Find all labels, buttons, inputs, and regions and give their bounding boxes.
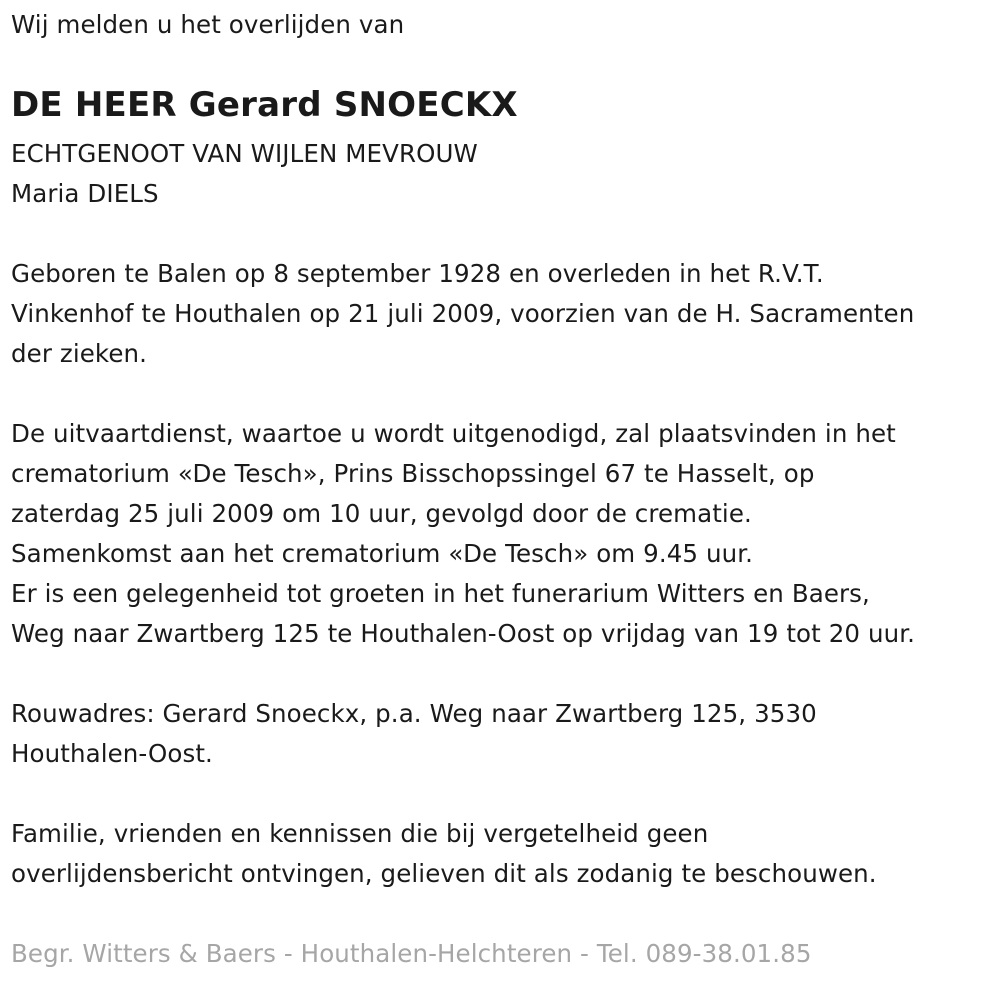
family-line-2: overlijdensbericht ontvingen, gelieven dit als zodanig te beschouwen.	[11, 859, 877, 888]
funeral-home-footer: Begr. Witters & Baers - Houthalen-Helchteren - Tel. 089-38.01.85	[11, 939, 812, 968]
service-line-4: Samenkomst aan het crematorium «De Tesch» om 9.45 uur.	[11, 539, 754, 568]
address-line-2: Houthalen-Oost.	[11, 739, 213, 768]
deceased-name: DE HEER Gerard SNOECKX	[11, 85, 518, 125]
intro-text: Wij melden u het overlijden van	[11, 10, 405, 39]
spouse-line-1: ECHTGENOOT VAN WIJLEN MEVROUW	[11, 139, 478, 168]
birth-line-2: Vinkenhof te Houthalen op 21 juli 2009, voorzien van de H. Sacramenten	[11, 299, 915, 328]
address-line-1: Rouwadres: Gerard Snoeckx, p.a. Weg naar Zwartberg 125, 3530	[11, 699, 817, 728]
birth-line-3: der zieken.	[11, 339, 148, 368]
service-line-1: De uitvaartdienst, waartoe u wordt uitgenodigd, zal plaatsvinden in het	[11, 419, 896, 448]
service-line-6: Weg naar Zwartberg 125 te Houthalen-Oost op vrijdag van 19 tot 20 uur.	[11, 619, 916, 648]
service-line-2: crematorium «De Tesch», Prins Bisschopssingel 67 te Hasselt, op	[11, 459, 815, 488]
spouse-line-2: Maria DIELS	[11, 179, 159, 208]
service-line-5: Er is een gelegenheid tot groeten in het funerarium Witters en Baers,	[11, 579, 870, 608]
service-line-3: zaterdag 25 juli 2009 om 10 uur, gevolgd door de crematie.	[11, 499, 752, 528]
birth-line-1: Geboren te Balen op 8 september 1928 en overleden in het R.V.T.	[11, 259, 824, 288]
family-line-1: Familie, vrienden en kennissen die bij vergetelheid geen	[11, 819, 709, 848]
